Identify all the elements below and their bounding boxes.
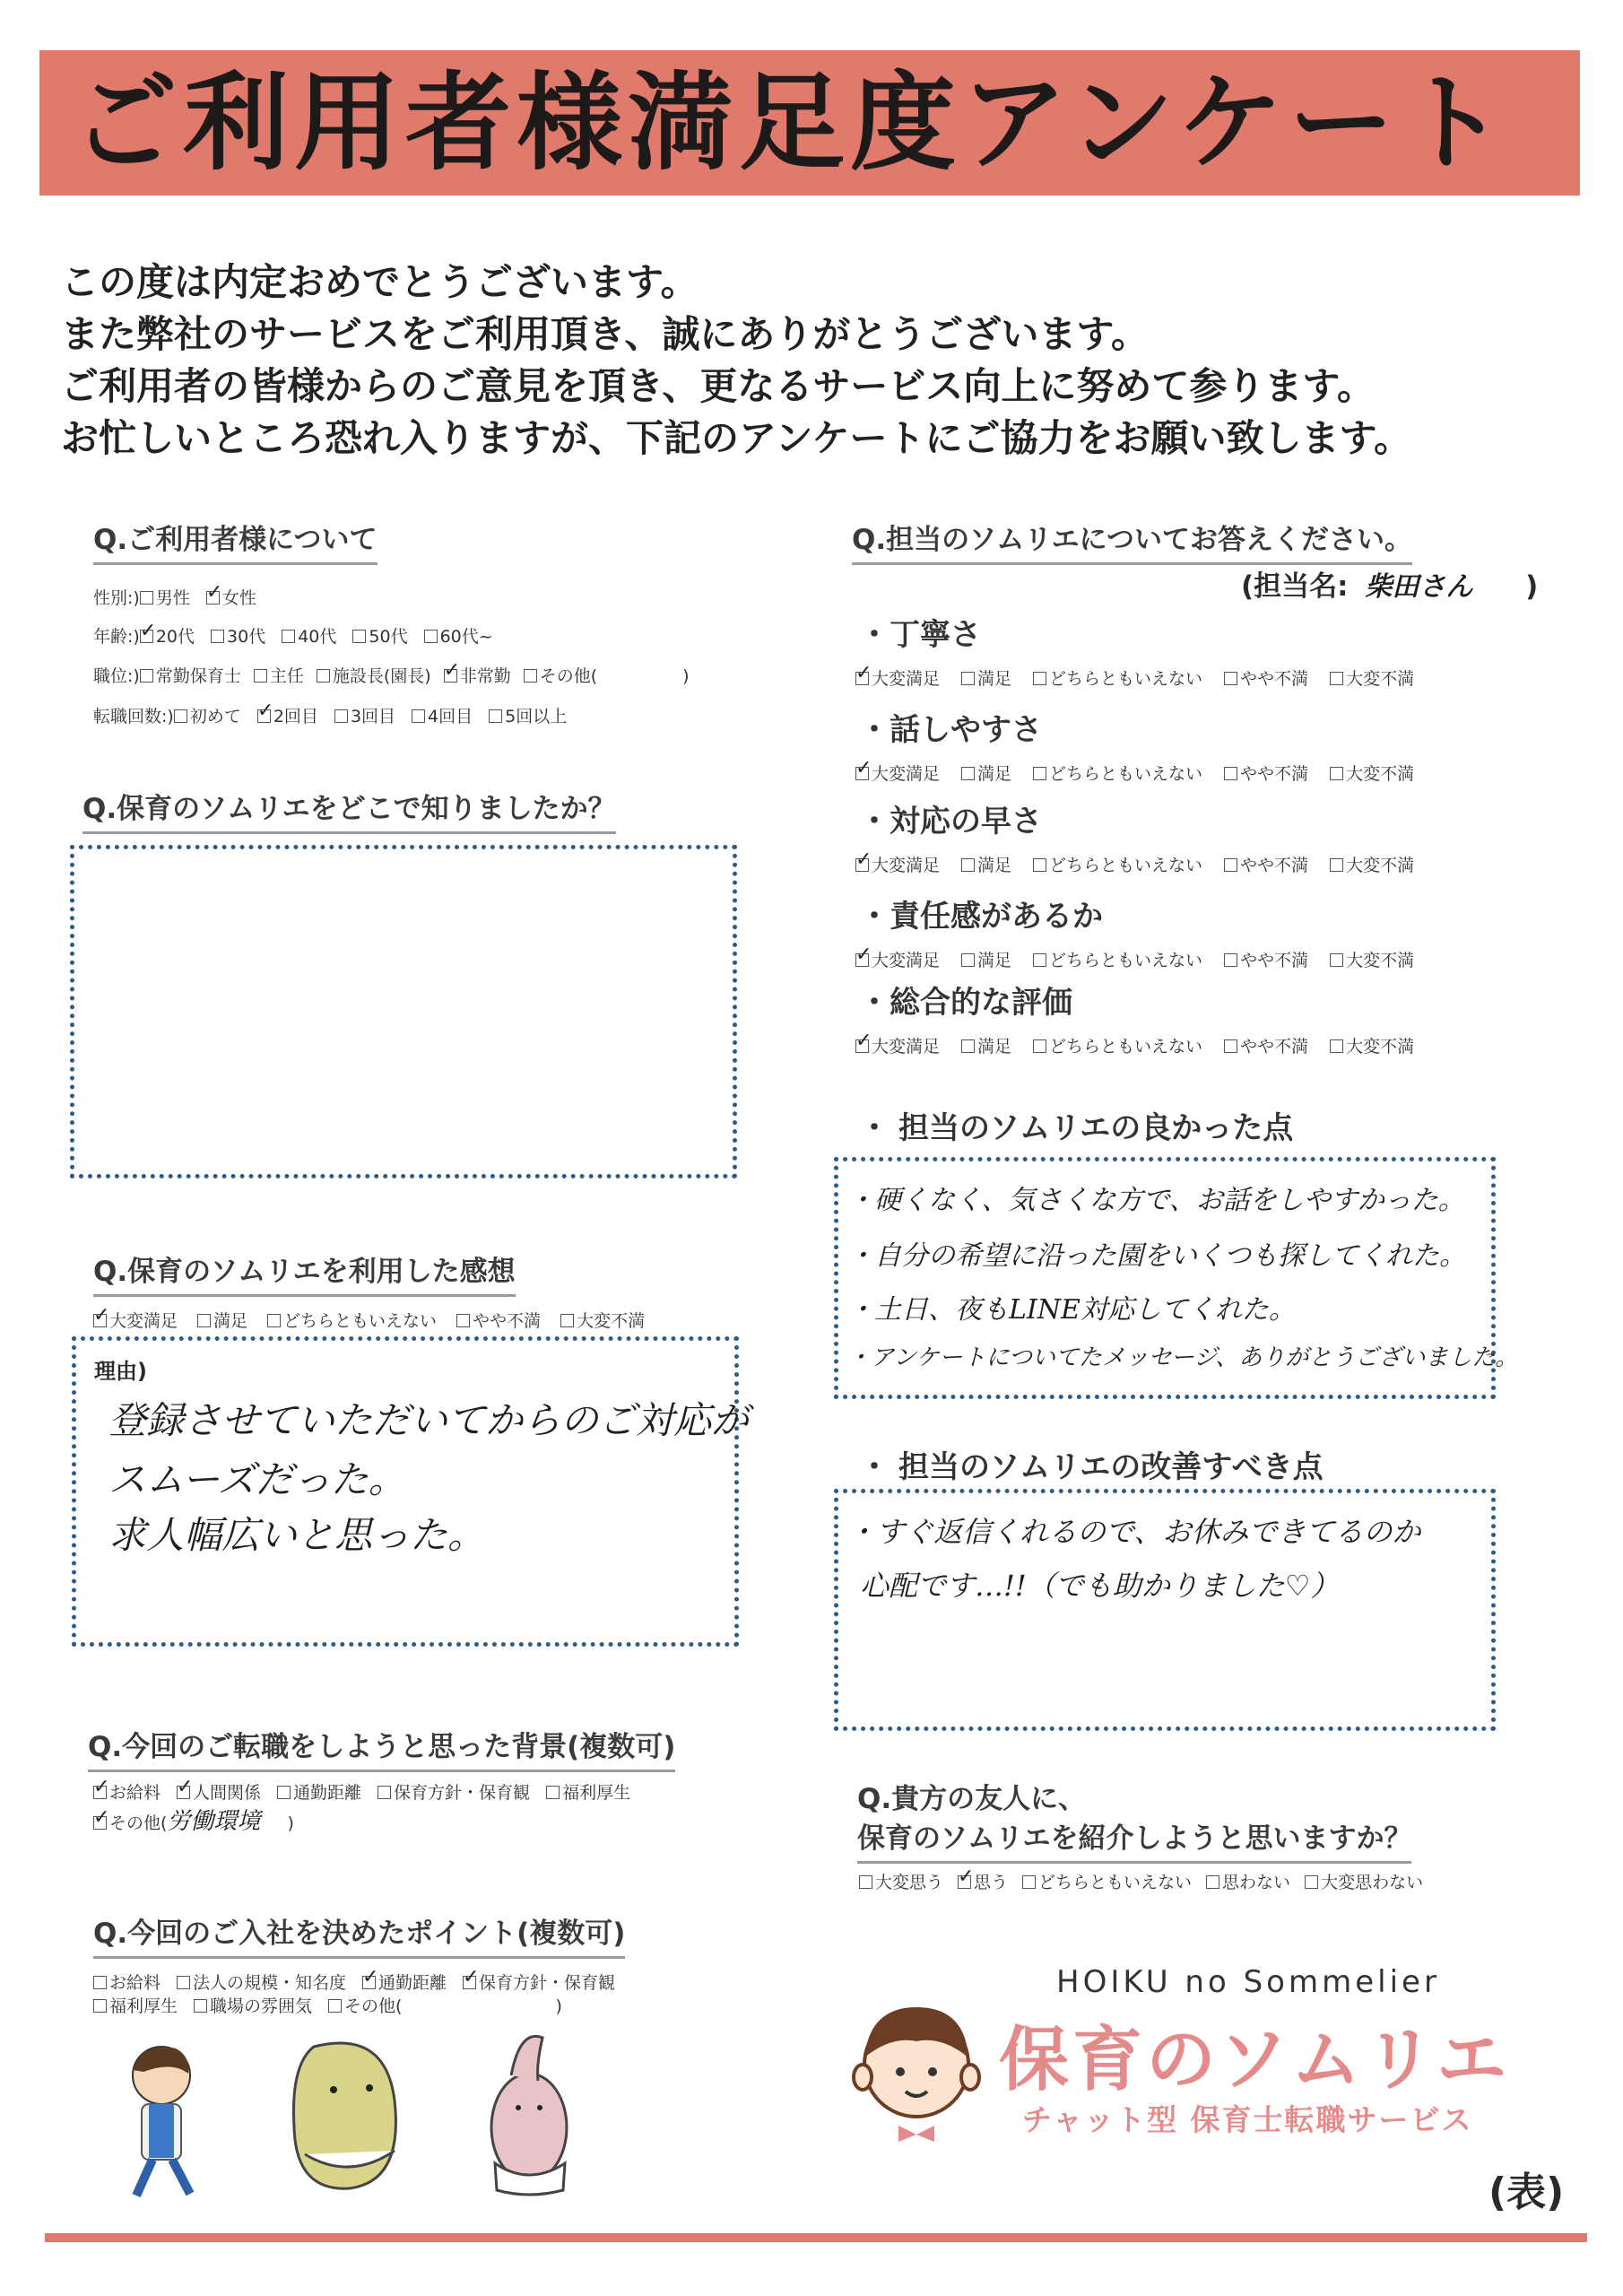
checkbox[interactable] — [93, 1786, 107, 1799]
background-other-row — [93, 1803, 294, 1836]
checkbox-label: 初めて — [189, 707, 241, 726]
job-label: 職位:) — [93, 666, 140, 686]
checkbox-option[interactable] — [412, 703, 473, 727]
intro-line: また弊社のサービスをご利用頂き、誠にありがとうございます。 — [61, 312, 1149, 356]
checkbox-label: お給料 — [109, 1783, 161, 1803]
reason-line: 登録させていただいてからのご対応が — [108, 1398, 750, 1442]
job-options — [140, 666, 702, 686]
checkbox-option[interactable] — [1206, 1869, 1290, 1893]
criterion-rating-row — [855, 1033, 1436, 1057]
checkbox-option[interactable] — [362, 1970, 447, 1994]
background-other-value: 労働環境 — [167, 1808, 261, 1835]
checkbox-option[interactable] — [855, 852, 940, 876]
checkbox-option[interactable] — [1330, 947, 1414, 971]
checkbox[interactable] — [961, 1039, 975, 1053]
gender-row — [93, 585, 273, 609]
rabbit-character — [491, 2036, 567, 2195]
good-line: ・土日、夜もLINE対応してくれた。 — [847, 1294, 1296, 1326]
checkbox-option[interactable] — [93, 1993, 178, 2017]
checkbox-option[interactable] — [961, 1033, 1011, 1057]
checkbox[interactable] — [267, 1314, 281, 1327]
page-side-label: (表) — [1488, 2170, 1565, 2215]
checkbox-label: 50代 — [369, 627, 408, 647]
checkbox-label: やや不満 — [1240, 669, 1309, 689]
checkbox-label: 保育方針・保育観 — [479, 1973, 616, 1993]
checkbox[interactable] — [362, 1976, 376, 1989]
checkbox-option[interactable] — [352, 623, 407, 648]
criterion-heading: ・話しやすさ — [859, 712, 1042, 748]
improve-line: ・すぐ返信くれるので、お休みできてるのか — [847, 1515, 1421, 1549]
checkbox-label: 大変満足 — [872, 856, 941, 875]
checkbox-option[interactable] — [140, 585, 190, 609]
checkbox[interactable] — [1033, 953, 1046, 967]
logo-face-icon — [834, 1991, 995, 2144]
checkbox-option[interactable] — [93, 1308, 178, 1332]
checkbox-option[interactable] — [1224, 761, 1308, 785]
age-label: 年齢:) — [93, 627, 140, 647]
checkbox-label: やや不満 — [1240, 951, 1309, 970]
checkbox-label: 3回目 — [350, 707, 396, 726]
checkbox[interactable] — [961, 953, 975, 967]
age-options — [140, 627, 509, 647]
checkbox-label: 施設長(園長) — [332, 666, 431, 686]
checkbox[interactable] — [140, 669, 153, 683]
checkbox[interactable] — [194, 1999, 207, 2013]
checkbox-label: 大変不満 — [1346, 951, 1415, 970]
checkbox-option[interactable] — [282, 623, 336, 648]
checkbox[interactable] — [1330, 1039, 1343, 1053]
checkbox-option[interactable] — [1224, 852, 1308, 876]
checkbox[interactable] — [1206, 1875, 1219, 1889]
criterion-heading: ・丁寧さ — [859, 617, 981, 653]
checkbox-label: やや不満 — [473, 1311, 542, 1331]
reason-line: 求人幅広いと思った。 — [108, 1513, 486, 1557]
checkbox[interactable] — [378, 1786, 391, 1799]
checkbox[interactable] — [1033, 672, 1046, 685]
checkbox-label: 通勤距離 — [378, 1973, 447, 1993]
checkbox-label: 満足 — [977, 951, 1012, 970]
checkbox-option[interactable] — [206, 585, 256, 609]
checkbox[interactable] — [1330, 953, 1343, 967]
checkbox-option[interactable] — [1330, 665, 1414, 690]
criterion-heading: ・総合的な評価 — [859, 985, 1072, 1021]
checkbox[interactable] — [958, 1875, 971, 1889]
improve-points-box[interactable] — [834, 1489, 1496, 1731]
checkbox-option[interactable] — [1330, 852, 1414, 876]
checkbox-option[interactable] — [140, 663, 241, 687]
checkbox-label: 5回以上 — [505, 707, 568, 726]
checkbox[interactable] — [1330, 858, 1343, 872]
criterion-rating-row — [855, 852, 1436, 876]
checkbox[interactable] — [282, 630, 295, 643]
checkbox-option[interactable] — [177, 1779, 261, 1804]
checkbox-option[interactable] — [317, 663, 431, 687]
checkbox[interactable] — [1224, 953, 1237, 967]
checkbox-label: 大変満足 — [872, 764, 941, 784]
checkbox-label: 思わない — [1222, 1873, 1291, 1892]
checkbox[interactable] — [444, 669, 457, 683]
sommelier-heading: Q.担当のソムリエについてお答えください。 — [852, 517, 1412, 565]
boy-character — [133, 2047, 190, 2196]
checkbox-label: 主任 — [269, 666, 304, 686]
background-other-close: ) — [287, 1813, 294, 1833]
checkbox[interactable] — [560, 1314, 574, 1327]
checkbox[interactable] — [277, 1786, 291, 1799]
checkbox[interactable] — [1224, 767, 1237, 780]
checkbox-label: 大変不満 — [1346, 669, 1415, 689]
checkbox-option[interactable] — [463, 1970, 615, 1994]
checkbox-label: お給料 — [109, 1973, 161, 1993]
logo-english: HOIKU no Sommelier — [1056, 1964, 1440, 2000]
checkbox-option[interactable] — [194, 1993, 312, 2017]
intro-text — [61, 257, 1585, 465]
improve-points-heading: ・ 担当のソムリエの改善すべき点 — [859, 1449, 1324, 1485]
impression-reason-box[interactable] — [72, 1336, 750, 1647]
page-title: ご利用者様満足度アンケート — [72, 61, 1511, 185]
where-known-answer-box[interactable] — [70, 845, 737, 1178]
checkbox[interactable] — [93, 1314, 107, 1327]
checkbox-option[interactable] — [1022, 1869, 1192, 1893]
checkbox[interactable] — [859, 1875, 872, 1889]
checkbox[interactable] — [855, 953, 869, 967]
checkbox[interactable] — [1224, 1039, 1237, 1053]
checkbox-label: 満足 — [977, 1037, 1012, 1057]
checkbox[interactable] — [1033, 1039, 1046, 1053]
checkbox-label: その他( ) — [539, 666, 690, 686]
age-row — [93, 623, 509, 648]
criterion-rating-row — [855, 761, 1436, 785]
checkbox-label: 女性 — [221, 588, 256, 608]
checkbox-label: 福利厚生 — [562, 1783, 631, 1803]
checkbox-option[interactable] — [1033, 947, 1202, 971]
checkbox[interactable] — [855, 1039, 869, 1053]
checkbox-label: 通勤距離 — [293, 1783, 362, 1803]
good-heading-text: 担当のソムリエの良かった点 — [898, 1110, 1294, 1146]
checkbox[interactable] — [177, 1976, 190, 1989]
checkbox-option[interactable] — [1305, 1869, 1423, 1893]
gender-label: 性別:) — [93, 588, 140, 608]
changes-label: 転職回数:) — [93, 707, 174, 726]
checkbox-option[interactable] — [1033, 761, 1202, 785]
checkbox-option[interactable] — [197, 1308, 247, 1332]
checkbox[interactable] — [93, 1816, 107, 1830]
checkbox-label: 大変不満 — [577, 1311, 646, 1331]
checkbox[interactable] — [456, 1314, 470, 1327]
checkbox[interactable] — [140, 591, 153, 604]
checkbox-label: 60代~ — [439, 627, 493, 647]
checkbox-label: 人間関係 — [193, 1783, 262, 1803]
checkbox[interactable] — [412, 709, 425, 723]
checkbox-option[interactable] — [560, 1308, 645, 1332]
checkbox[interactable] — [93, 1976, 107, 1989]
checkbox-label: 大変思う — [875, 1873, 944, 1892]
checkbox-option[interactable] — [961, 852, 1011, 876]
checkbox[interactable] — [177, 1786, 190, 1799]
checkbox-option[interactable] — [961, 947, 1011, 971]
checkbox-option[interactable] — [1330, 761, 1414, 785]
checkbox-label: その他( ) — [344, 1996, 562, 2016]
staff-close: ) — [1525, 570, 1539, 603]
staff-label: (担当名: — [1241, 570, 1349, 603]
checkbox-option[interactable] — [1033, 665, 1202, 690]
recommend-heading-2: 保育のソムリエを紹介しようと思いますか？ — [857, 1815, 1411, 1864]
intro-line: お忙しいところ恐れ入りますが、下記のアンケートにご協力をお願い致します。 — [61, 416, 1412, 460]
recommend-heading-1: Q.貴方の友人に、 — [857, 1783, 1087, 1815]
checkbox-option[interactable] — [546, 1779, 630, 1804]
checkbox-label: 満足 — [977, 669, 1012, 689]
logo-japanese: 保育のソムリエ — [999, 2020, 1511, 2100]
checkbox-label: 大変不満 — [1346, 1037, 1415, 1057]
checkbox-label: 保育方針・保育観 — [394, 1783, 531, 1803]
checkbox-option[interactable] — [524, 663, 690, 687]
checkbox-option[interactable] — [489, 703, 567, 727]
changes-row — [93, 703, 583, 727]
checkbox[interactable] — [317, 669, 330, 683]
checkbox-label: どちらともいえない — [1049, 764, 1203, 784]
good-points-box[interactable] — [834, 1157, 1519, 1399]
checkbox[interactable] — [961, 672, 975, 685]
checkbox-label: 大変満足 — [872, 669, 941, 689]
background-other-label: その他( — [109, 1813, 168, 1833]
checkbox-option[interactable] — [254, 663, 304, 687]
checkbox[interactable] — [855, 858, 869, 872]
bottom-bar — [45, 2233, 1587, 2242]
checkbox[interactable] — [1033, 767, 1046, 780]
checkbox-label: やや不満 — [1240, 856, 1309, 875]
checkbox-label: 大変不満 — [1346, 764, 1415, 784]
checkbox[interactable] — [254, 669, 267, 683]
profile-heading: Q.ご利用者様について — [93, 517, 378, 565]
checkbox-label: 満足 — [977, 856, 1012, 875]
improve-heading-text: 担当のソムリエの改善すべき点 — [898, 1449, 1324, 1485]
checkbox[interactable] — [206, 591, 220, 604]
checkbox-label: どちらともいえない — [1049, 951, 1203, 970]
checkbox-option[interactable] — [961, 665, 1011, 690]
checkbox-option[interactable] — [855, 947, 940, 971]
checkbox-label: 法人の規模・知名度 — [193, 1973, 347, 1993]
checkbox-label: 30代 — [227, 627, 266, 647]
checkbox[interactable] — [93, 1999, 107, 2013]
title-banner — [39, 50, 1580, 196]
checkbox-label: 職場の雰囲気 — [210, 1996, 313, 2016]
checkbox-label: どちらともいえない — [1049, 856, 1203, 875]
checkbox-option[interactable] — [257, 703, 318, 727]
logo-subtitle: チャット型 保育士転職サービス — [1022, 2102, 1473, 2137]
decision-options — [93, 1993, 578, 2017]
staff-name: 柴田さん — [1365, 571, 1473, 603]
checkbox-option[interactable] — [855, 761, 940, 785]
checkbox-label: 満足 — [977, 764, 1012, 784]
checkbox-label: 満足 — [213, 1311, 248, 1331]
changes-options — [174, 707, 583, 726]
checkbox-label: 大変不満 — [1346, 856, 1415, 875]
checkbox[interactable] — [961, 858, 975, 872]
criterion-heading: ・責任感があるか — [859, 899, 1103, 935]
good-points-heading: ・ 担当のソムリエの良かった点 — [859, 1110, 1294, 1146]
decision-options — [93, 1970, 631, 1994]
checkbox-label: どちらともいえない — [1049, 669, 1203, 689]
improve-line: 心配です…!!（でも助かりました♡） — [860, 1569, 1340, 1603]
criterion-rating-row — [855, 665, 1436, 690]
checkbox[interactable] — [961, 767, 975, 780]
where-known-heading: Q.保育のソムリエをどこで知りましたか？ — [82, 786, 616, 834]
checkbox[interactable] — [197, 1314, 211, 1327]
checkbox-option[interactable] — [378, 1779, 530, 1804]
checkbox-label: 常勤保育士 — [155, 666, 241, 686]
checkbox-label: 大変満足 — [872, 951, 941, 970]
checkbox[interactable] — [211, 630, 224, 643]
good-line: ・自分の希望に沿った園をいくつも探してくれた。 — [847, 1240, 1466, 1272]
checkbox[interactable] — [140, 630, 153, 643]
checkbox-option[interactable] — [140, 623, 195, 648]
checkbox-label: 大変満足 — [109, 1311, 178, 1331]
checkbox-option[interactable] — [961, 761, 1011, 785]
checkbox[interactable] — [352, 630, 366, 643]
checkbox[interactable] — [546, 1786, 560, 1799]
checkbox-option[interactable] — [1224, 947, 1308, 971]
decision-heading: Q.今回のご入社を決めたポイント(複数可) — [93, 1910, 625, 1959]
checkbox[interactable] — [489, 709, 502, 723]
gender-options — [140, 588, 273, 608]
checkbox[interactable] — [174, 709, 187, 723]
background-options — [93, 1779, 647, 1804]
good-line: ・硬くなく、気さくな方で、お話をしやすかった。 — [847, 1185, 1465, 1216]
checkbox-label: やや不満 — [1240, 1037, 1309, 1057]
checkbox[interactable] — [1330, 672, 1343, 685]
checkbox-label: 大変満足 — [872, 1037, 941, 1057]
recommend-options — [859, 1869, 1437, 1893]
checkbox[interactable] — [257, 709, 271, 723]
checkbox[interactable] — [424, 630, 438, 643]
criterion-rating-row — [855, 947, 1436, 971]
checkbox-option[interactable] — [1033, 1033, 1202, 1057]
checkbox-label: どちらともいえない — [283, 1311, 438, 1331]
checkbox-option[interactable] — [1033, 852, 1202, 876]
checkbox[interactable] — [334, 709, 348, 723]
checkbox-label: 男性 — [155, 588, 190, 608]
checkbox-label: 思う — [974, 1873, 1009, 1892]
checkbox[interactable] — [463, 1976, 476, 1989]
checkbox-option[interactable] — [93, 1779, 161, 1804]
impression-heading: Q.保育のソムリエを利用した感想 — [93, 1248, 516, 1297]
checkbox[interactable] — [328, 1999, 342, 2013]
checkbox-option[interactable] — [1224, 1033, 1308, 1057]
intro-line: この度は内定おめでとうございます。 — [61, 260, 699, 304]
checkbox[interactable] — [524, 669, 537, 683]
checkbox-label: 40代 — [298, 627, 337, 647]
reason-line: スムーズだった。 — [108, 1457, 406, 1501]
checkbox-label: 2回目 — [273, 707, 318, 726]
intro-line: ご利用者の皆様からのご意見を頂き、更なるサービス向上に努めて参ります。 — [61, 364, 1375, 408]
impression-options — [93, 1308, 664, 1332]
checkbox-option[interactable] — [93, 1970, 161, 1994]
checkbox[interactable] — [1033, 858, 1046, 872]
checkbox-option[interactable] — [1330, 1033, 1414, 1057]
checkbox[interactable] — [1224, 672, 1237, 685]
good-line: ・アンケートについてたメッセージ、ありがとうございました。 — [847, 1344, 1519, 1371]
checkbox-option[interactable] — [444, 663, 511, 687]
checkbox-option[interactable] — [277, 1779, 361, 1804]
background-heading: Q.今回のご転職をしようと思った背景(複数可) — [88, 1724, 675, 1772]
checkbox-label: 福利厚生 — [109, 1996, 178, 2016]
checkbox-option[interactable] — [334, 703, 395, 727]
bean-character — [293, 2043, 395, 2188]
checkbox-option[interactable] — [174, 703, 241, 727]
checkbox-option[interactable] — [267, 1308, 437, 1332]
checkbox-label: 大変思わない — [1321, 1873, 1424, 1892]
checkbox-option[interactable] — [855, 665, 940, 690]
checkbox-option[interactable] — [855, 1033, 940, 1057]
staff-line — [1241, 563, 1538, 604]
checkbox-option[interactable] — [177, 1970, 346, 1994]
characters-illustration — [90, 2029, 699, 2208]
checkbox-label: 4回目 — [428, 707, 473, 726]
reason-label: 理由) — [94, 1359, 147, 1384]
checkbox-label: どちらともいえない — [1049, 1037, 1203, 1057]
checkbox-label: 20代 — [155, 627, 195, 647]
criterion-heading: ・対応の早さ — [859, 804, 1042, 839]
job-row — [93, 663, 702, 687]
checkbox-option[interactable] — [456, 1308, 541, 1332]
checkbox-label: 非常勤 — [459, 666, 511, 686]
checkbox[interactable] — [1330, 767, 1343, 780]
checkbox[interactable] — [1022, 1875, 1036, 1889]
checkbox-option[interactable] — [958, 1869, 1008, 1893]
checkbox[interactable] — [1305, 1875, 1318, 1889]
checkbox[interactable] — [855, 672, 869, 685]
checkbox-option[interactable] — [424, 623, 493, 648]
checkbox[interactable] — [855, 767, 869, 780]
checkbox-option[interactable] — [211, 623, 265, 648]
checkbox-label: やや不満 — [1240, 764, 1309, 784]
checkbox-option[interactable] — [859, 1869, 943, 1893]
checkbox-option[interactable] — [1224, 665, 1308, 690]
checkbox-option[interactable] — [328, 1993, 562, 2017]
checkbox-label: どちらともいえない — [1038, 1873, 1193, 1892]
checkbox[interactable] — [1224, 858, 1237, 872]
